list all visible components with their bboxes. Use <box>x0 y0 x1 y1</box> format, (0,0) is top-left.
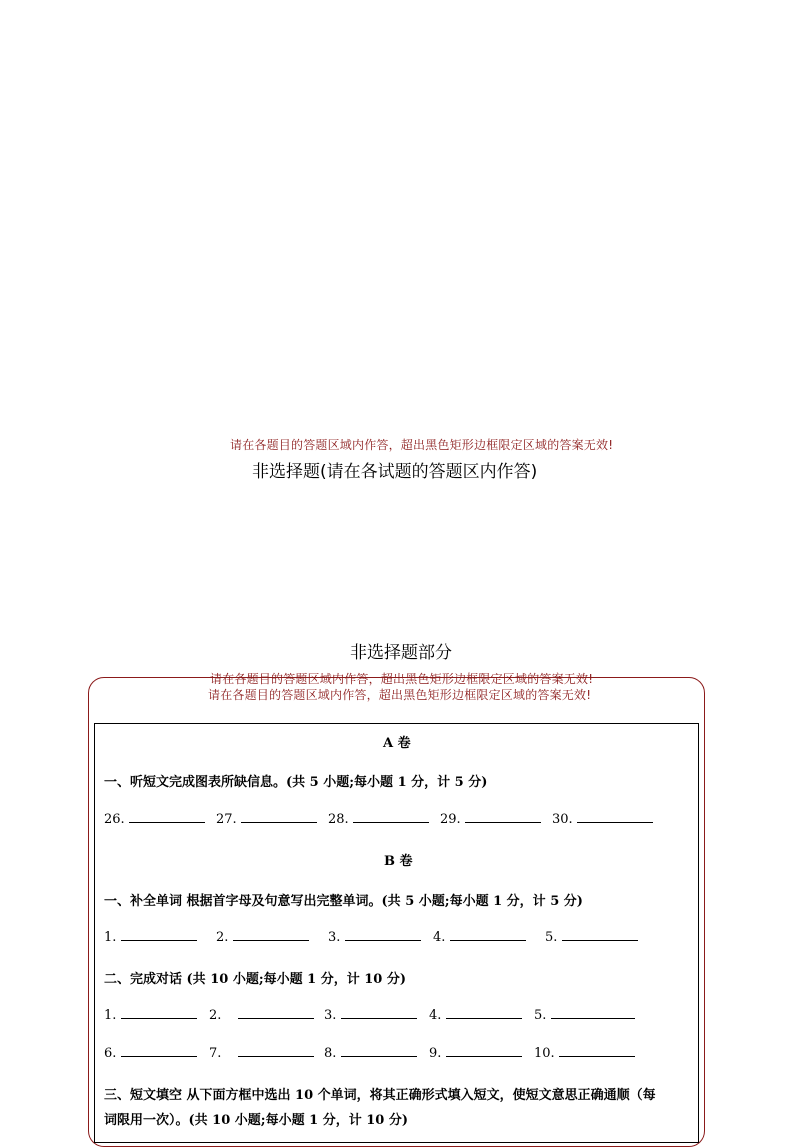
answer-blank[interactable] <box>345 930 421 941</box>
answer-item: 30. <box>552 812 653 827</box>
answer-blank[interactable] <box>341 1046 417 1057</box>
notice-top: 请在各题目的答题区域内作答，超出黑色矩形边框限定区域的答案无效! <box>230 438 614 452</box>
paper-b-q2: 二、完成对话 (共 10 小题;每小题 1 分，计 10 分) <box>104 972 407 987</box>
answer-item: 7. <box>209 1046 314 1061</box>
answer-item: 29. <box>440 812 541 827</box>
answer-blank[interactable] <box>341 1008 417 1019</box>
answer-blank[interactable] <box>129 812 205 823</box>
answer-item: 1. <box>104 930 197 945</box>
answer-item: 2. <box>216 930 309 945</box>
section-title: 非选择题(请在各试题的答题区内作答) <box>252 462 538 482</box>
answer-blank[interactable] <box>238 1008 314 1019</box>
notice-frame: 请在各题目的答题区域内作答，超出黑色矩形边框限定区域的答案无效! <box>208 688 592 702</box>
notice-cutoff: 请在各题目的答题区域内作答，超出黑色矩形边框限定区域的答案无效! <box>210 672 594 686</box>
answer-blank[interactable] <box>353 812 429 823</box>
answer-blank[interactable] <box>121 1008 197 1019</box>
answer-blank[interactable] <box>446 1008 522 1019</box>
answer-blank[interactable] <box>465 812 541 823</box>
answer-item: 2. <box>209 1008 314 1023</box>
answer-blank[interactable] <box>241 812 317 823</box>
answer-blank[interactable] <box>121 1046 197 1057</box>
paper-b-q1: 一、补全单词 根据首字母及句意写出完整单词。(共 5 小题;每小题 1 分，计 5 分) <box>104 894 583 909</box>
answer-item: 6. <box>104 1046 197 1061</box>
answer-blank[interactable] <box>450 930 526 941</box>
paper-b-title: B 卷 <box>384 854 413 869</box>
paper-b-q3-line1: 三、短文填空 从下面方框中选出 10 个单词，将其正确形式填入短文，使短文意思正确通顺（每 <box>104 1088 656 1103</box>
answer-item: 3. <box>324 1008 417 1023</box>
answer-item: 5. <box>534 1008 635 1023</box>
answer-item: 4. <box>429 1008 522 1023</box>
answer-item: 9. <box>429 1046 522 1061</box>
answer-item: 4. <box>433 930 526 945</box>
answer-item: 3. <box>328 930 421 945</box>
answer-blank[interactable] <box>562 930 638 941</box>
part-title: 非选择题部分 <box>350 643 452 663</box>
answer-blank[interactable] <box>559 1046 635 1057</box>
answer-item: 27. <box>216 812 317 827</box>
answer-item: 10. <box>534 1046 635 1061</box>
answer-blank[interactable] <box>577 812 653 823</box>
answer-item: 28. <box>328 812 429 827</box>
answer-item: 5. <box>545 930 638 945</box>
answer-blank[interactable] <box>121 930 197 941</box>
answer-item: 8. <box>324 1046 417 1061</box>
answer-item: 26. <box>104 812 205 827</box>
paper-a-q1: 一、听短文完成图表所缺信息。(共 5 小题;每小题 1 分，计 5 分) <box>104 775 488 790</box>
answer-blank[interactable] <box>238 1046 314 1057</box>
paper-a-title: A 卷 <box>383 736 411 751</box>
answer-blank[interactable] <box>551 1008 635 1019</box>
answer-item: 1. <box>104 1008 197 1023</box>
answer-blank[interactable] <box>233 930 309 941</box>
answer-blank[interactable] <box>446 1046 522 1057</box>
paper-b-q3-line2: 词限用一次）。(共 10 小题;每小题 1 分，计 10 分) <box>104 1113 408 1128</box>
